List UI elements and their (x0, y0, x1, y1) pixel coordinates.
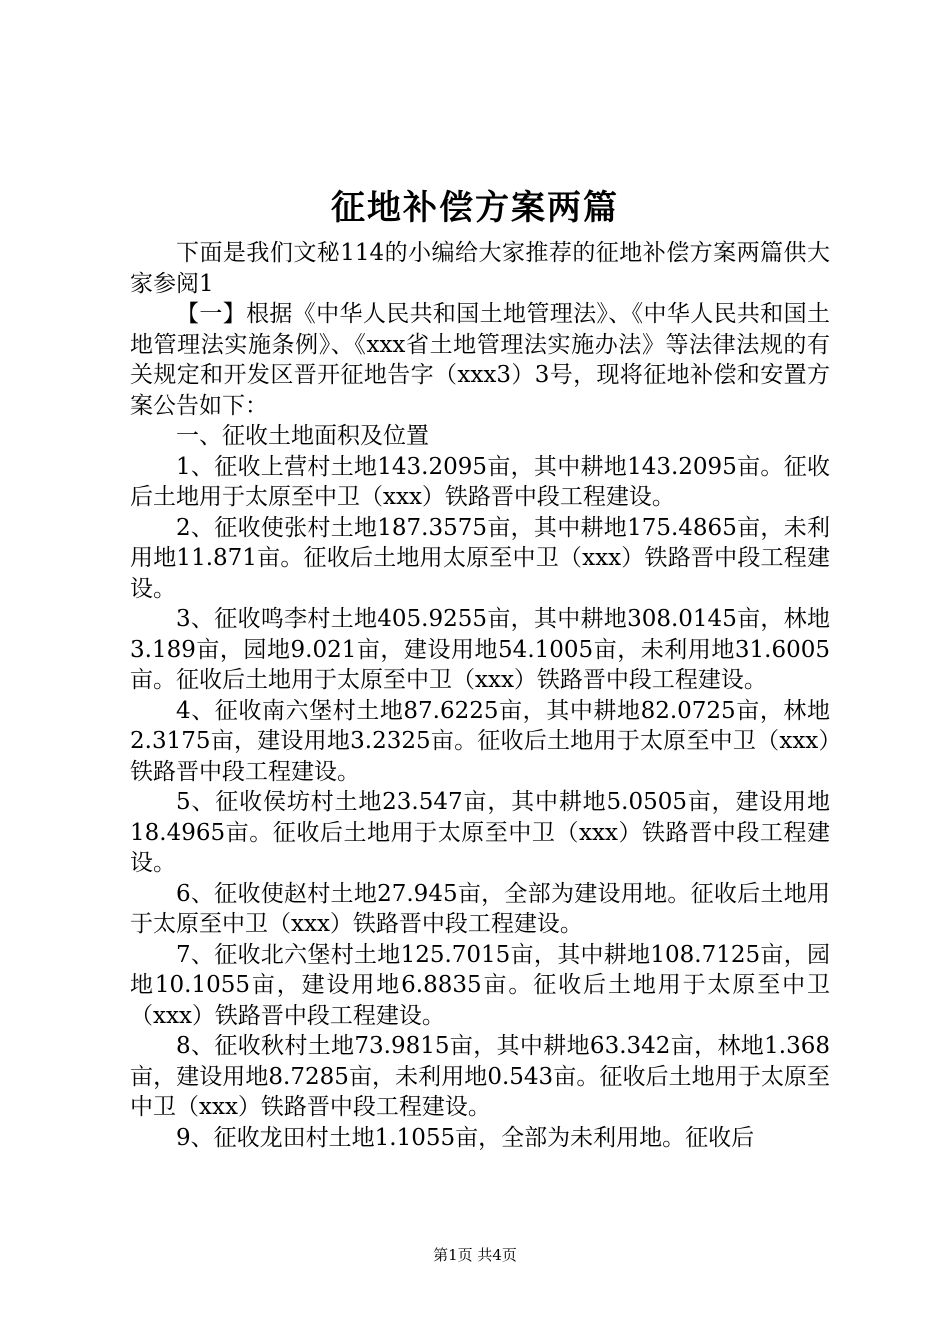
paragraph-item-6: 6、征收使赵村土地27.945亩，全部为建设用地。征收后土地用于太原至中卫（xxx）铁路晋中段工程建设。 (130, 880, 830, 937)
paragraph-item-1: 1、征收上营村土地143.2095亩，其中耕地143.2095亩。征收后土地用于太原至中卫（xxx）铁路晋中段工程建设。 (130, 453, 830, 510)
section-heading-land-area: 一、征收土地面积及位置 (176, 423, 429, 449)
paragraph-item-3: 3、征收鸣李村土地405.9255亩，其中耕地308.0145亩，林地3.189亩，园地9.021亩，建设用地54.1005亩，未利用地31.6005亩。征收后土地用于太原至中卫（xxx）铁路晋中段工程建设。 (130, 606, 830, 693)
paragraph-legal-basis: 【一】根据《中华人民共和国土地管理法》、《中华人民共和国土地管理法实施条例》、《xxx省土地管理法实施办法》等法律法规的有关规定和开发区晋开征地告字（xxx3）3号，现将征地补偿和安置方案公告如下： (130, 301, 830, 419)
document-body (130, 238, 830, 1153)
paragraph-item-2: 2、征收使张村土地187.3575亩，其中耕地175.4865亩，未利用地11.871亩。征收后土地用太原至中卫（xxx）铁路晋中段工程建设。 (130, 514, 830, 602)
paragraph-item-9: 9、征收龙田村土地1.1055亩，全部为未利用地。征收后 (176, 1124, 755, 1151)
paragraph-item-5: 5、征收侯坊村土地23.547亩，其中耕地5.0505亩，建设用地18.4965亩。征收后土地用于太原至中卫（xxx）铁路晋中段工程建设。 (130, 789, 830, 876)
paragraph-item-8: 8、征收秋村土地73.9815亩，其中耕地63.342亩，林地1.368亩，建设用地8.7285亩，未利用地0.543亩。征收后土地用于太原至中卫（xxx）铁路晋中段工程建设。 (130, 1033, 830, 1120)
paragraph-item-4: 4、征收南六堡村土地87.6225亩，其中耕地82.0725亩，林地2.3175亩，建设用地3.2325亩。征收后土地用于太原至中卫（xxx）铁路晋中段工程建设。 (130, 697, 830, 785)
paragraph-intro: 下面是我们文秘114的小编给大家推荐的征地补偿方案两篇供大家参阅1 (130, 240, 830, 297)
paragraph-item-7: 7、征收北六堡村土地125.7015亩，其中耕地108.7125亩，园地10.1055亩，建设用地6.8835亩。征收后土地用于太原至中卫（xxx）铁路晋中段工程建设。 (130, 941, 830, 1029)
document-title: 征地补偿方案两篇 (331, 188, 619, 228)
page-number-footer: 第1页 共4页 (433, 1246, 517, 1264)
